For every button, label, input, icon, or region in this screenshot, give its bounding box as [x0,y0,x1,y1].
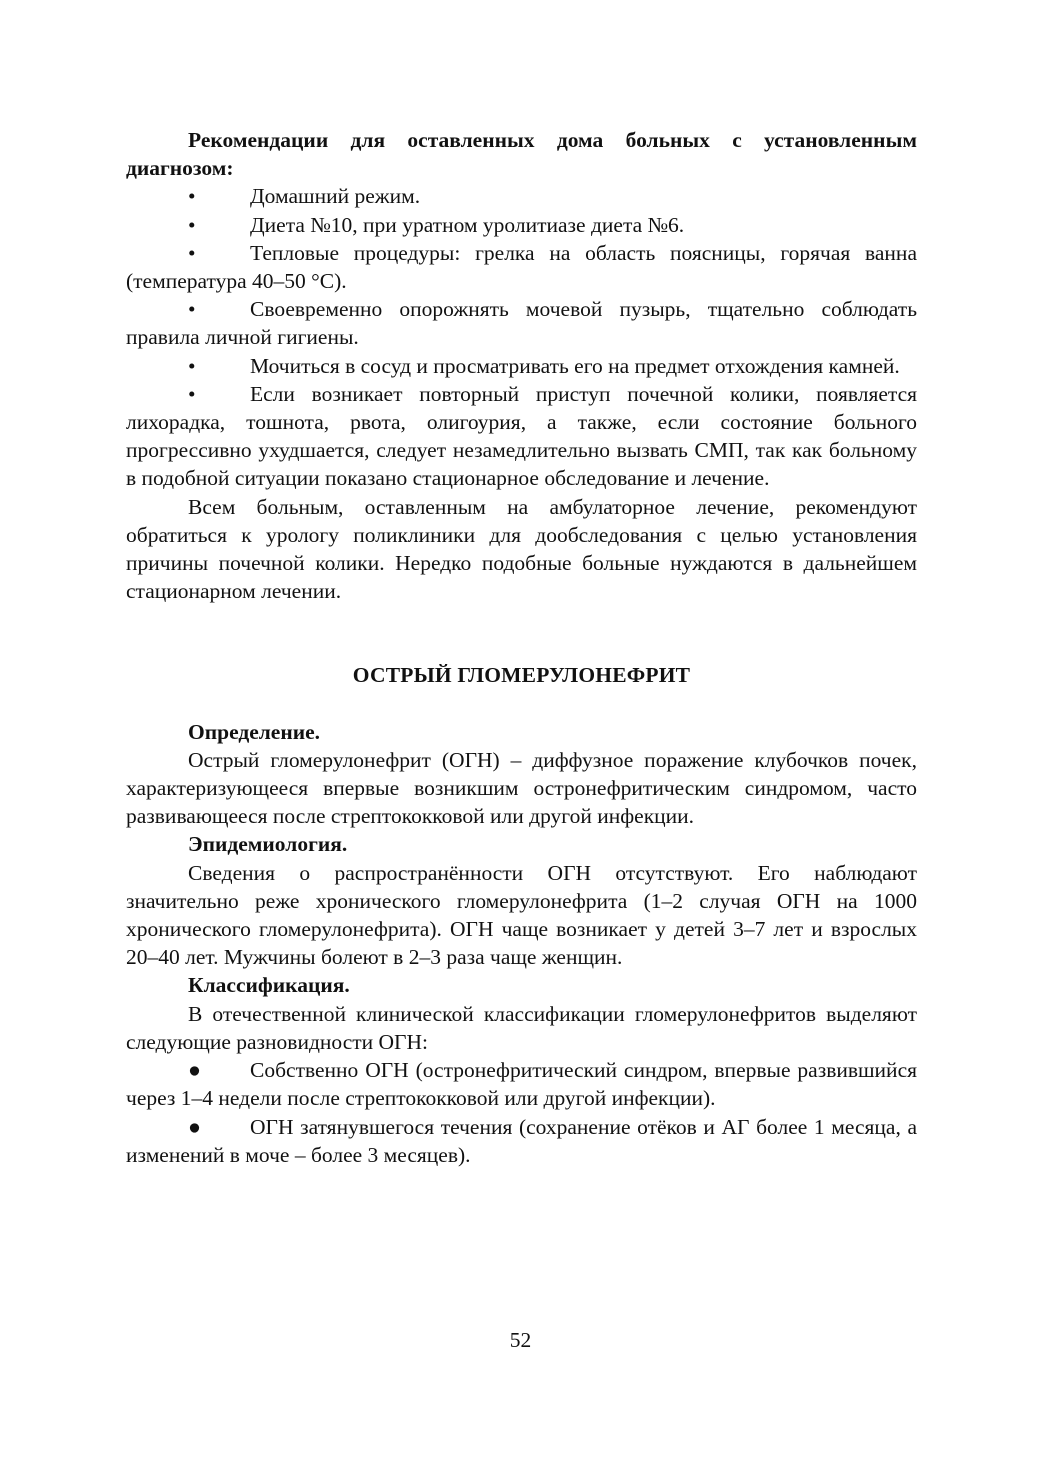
list-item [126,380,917,493]
bullet-mark: • [188,212,196,237]
list-item [126,1056,917,1112]
epidemiology-paragraph: Сведения о распространённости ОГН отсутствуют. Его наблюдают значительно реже хронического гломерулонефрита (1–2 случая ОГН на 1000 хронического гломерулонефрита). ОГН чаще возникает у детей 3–7 лет и взрослых 20–40 лет. Мужчины болеют в 2–3 раза чаще женщин. [126,860,917,970]
bullet-mark: ● [188,1058,201,1083]
closing-paragraph: Всем больным, оставленным на амбулаторное лечение, рекомендуют обратиться к урологу поликлиники для дообследования с целью установления причины почечной колики. Нередко подобные больные нуждаются в дальнейшем стационарном лечении. [126,494,917,604]
bullet-mark: • [188,381,196,406]
bullet-mark: • [188,184,196,209]
definition-paragraph: Острый гломерулонефрит (ОГН) – диффузное поражение клубочков почек, характеризующееся впервые возникшим остронефритическим синдромом, часто развивающееся после стрептококковой или другой инфекции. [126,747,917,829]
list-item-text: ОГН затянувшегося течения (сохранение отёков и АГ более 1 месяца, а изменений в моче – более 3 месяцев). [126,1114,917,1167]
classification-heading: Классификация. [188,973,350,998]
document-page [126,126,917,1169]
list-item-text: Своевременно опорожнять мочевой пузырь, тщательно соблюдать правила личной гигиены. [126,297,917,350]
list-item-text: Тепловые процедуры: грелка на область поясницы, горячая ванна (температура 40–50 °С). [126,240,917,294]
definition-heading: Определение. [188,719,321,744]
list-item-text: Диета №10, при уратном уролитиазе диета №6. [250,212,685,237]
list-item [126,239,917,295]
classification-paragraph: В отечественной клинической классификации гломерулонефритов выделяют следующие разновидности ОГН: [126,1001,917,1054]
list-item [126,1113,917,1169]
bullet-mark: ● [188,1114,201,1139]
bullet-mark: • [188,297,196,322]
list-item [126,211,917,239]
list-item [126,295,917,351]
bullet-mark: • [188,353,196,378]
list-item-text: Домашний режим. [250,184,421,209]
bullet-mark: • [188,240,196,265]
recommendations-heading: Рекомендации для оставленных дома больных с установленным диагнозом: [126,128,917,181]
list-item [126,182,917,210]
page-number: 52 [509,1328,532,1352]
list-item-text: Мочиться в сосуд и просматривать его на предмет отхождения камней. [250,353,900,378]
epidemiology-heading: Эпидемиология. [188,832,348,857]
list-item [126,352,917,380]
list-item-text: Если возникает повторный приступ почечной колики, появляется лихорадка, тошнота, рвота, олигоурия, а также, если состояние больного прогрессивно ухудшается, следует незамедлительно вызвать СМП, так как больному в подобной ситуации показано стационарное обследование и лечение. [126,381,917,491]
section-title: ОСТРЫЙ ГЛОМЕРУЛОНЕФРИТ [352,663,691,688]
list-item-text: Собственно ОГН (остронефритический синдром, впервые развившийся через 1–4 недели после стрептококковой или другой инфекции). [126,1058,917,1111]
